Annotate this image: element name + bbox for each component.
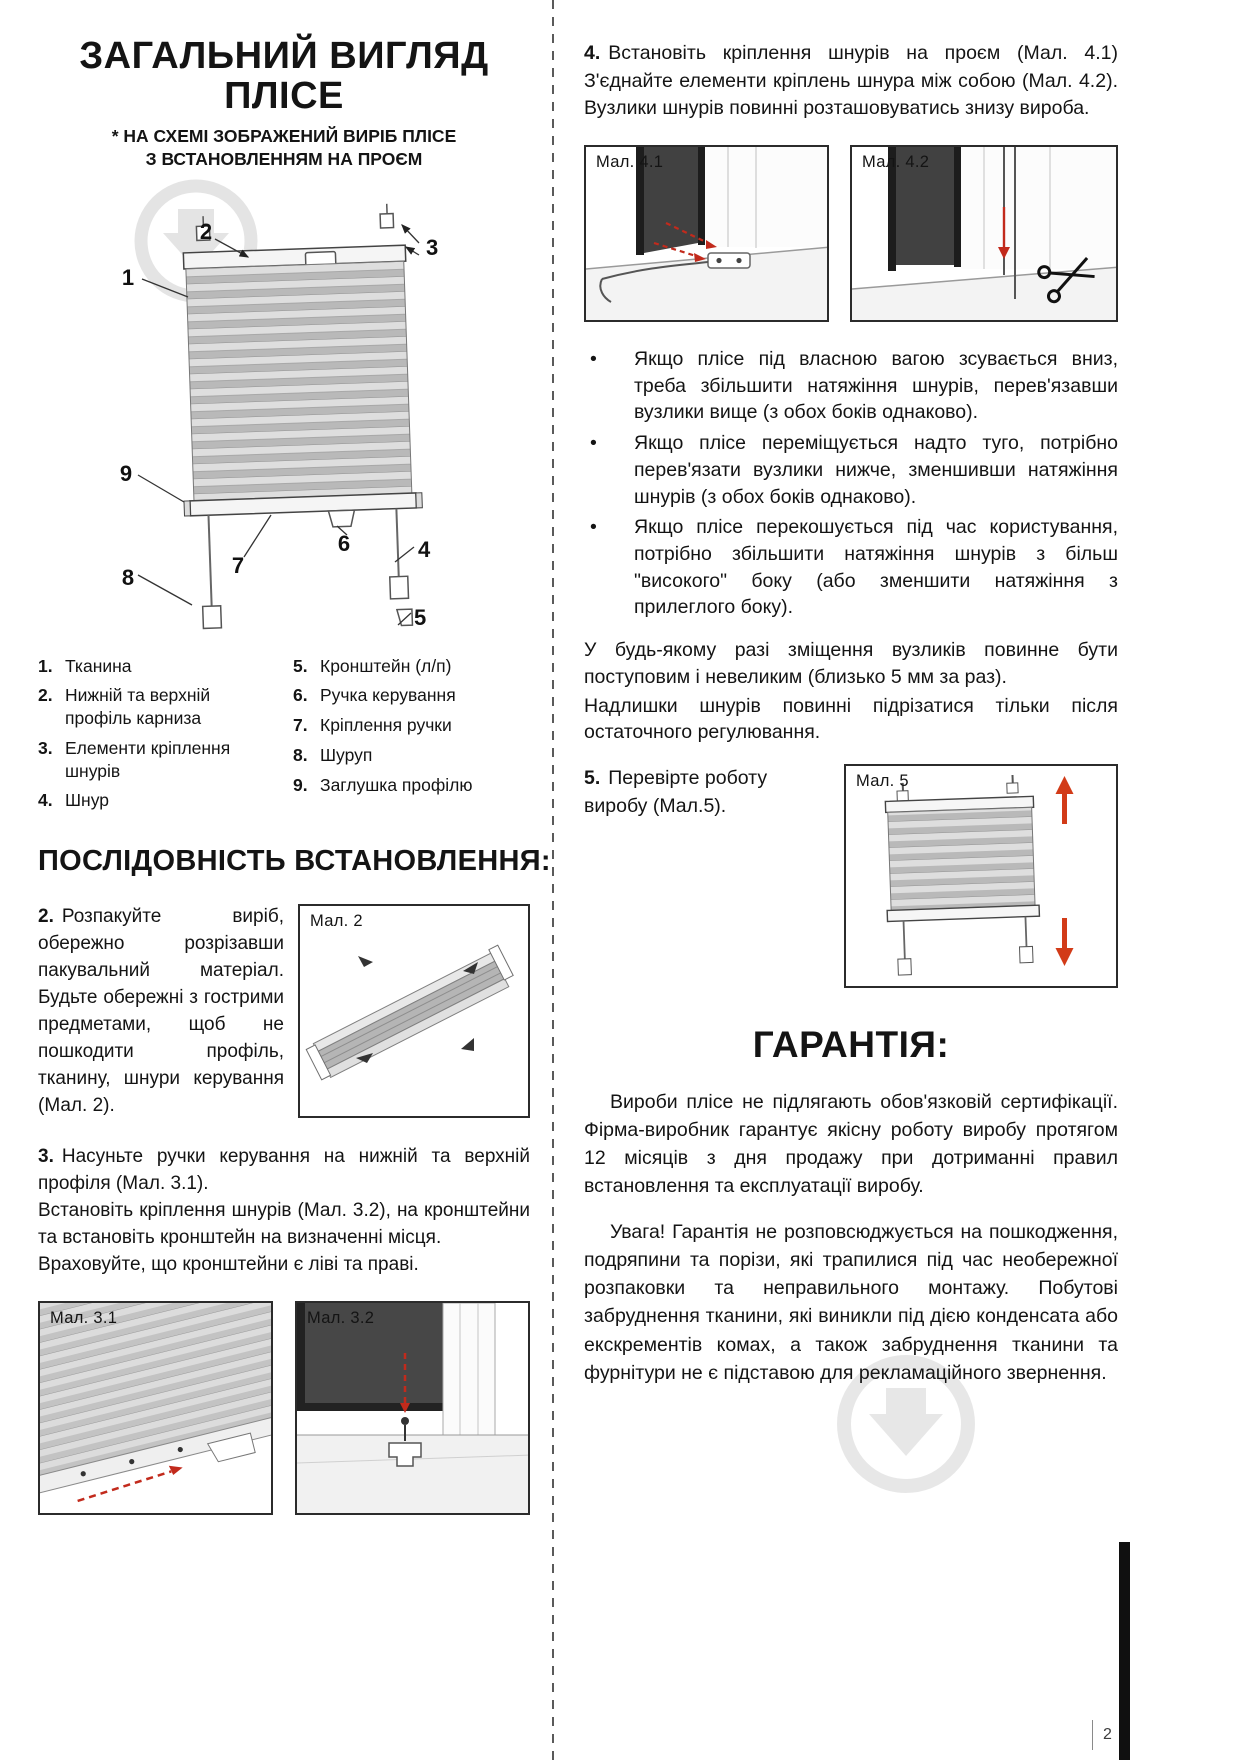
legend-item-number: 2. (38, 685, 53, 706)
right-column (584, 40, 1118, 1387)
unpack-arrow-icon (358, 956, 373, 967)
bullet-item (584, 346, 1118, 426)
figure-3-2-box (295, 1301, 530, 1515)
callout-5: 5 (414, 604, 427, 630)
cord-fastener-shape (708, 253, 750, 268)
figure-4-1-box (584, 145, 829, 322)
callout-7: 7 (231, 552, 245, 578)
callout-1: 1 (121, 264, 135, 290)
legend-item-number: 3. (38, 737, 53, 758)
figure-3-1-box (38, 1301, 273, 1515)
scheme-note (38, 125, 530, 171)
legend-item-text: Кронштейн (л/п) (320, 655, 452, 676)
scheme-note-line-1: * НА СХЕМІ ЗОБРАЖЕНИЙ ВИРІБ ПЛІСЕ (111, 125, 457, 146)
title-line-1: ЗАГАЛЬНИЙ ВИГЛЯД (79, 35, 489, 77)
step5-number: 5. (584, 766, 601, 789)
figure-2-label: Мал. 2 (310, 912, 363, 931)
figure-4-2-label: Мал. 4.2 (862, 153, 930, 172)
bullet-marker: • (590, 348, 597, 371)
figure-4-1-diagram (586, 147, 829, 322)
legend-item-text: Ручка керування (320, 685, 456, 706)
blinds-overview-diagram (38, 175, 530, 649)
left-column (38, 35, 551, 1515)
figure-4-2-diagram (852, 147, 1118, 322)
figure-3-2-label: Мал. 3.2 (307, 1308, 375, 1327)
figure-2-box (298, 904, 530, 1118)
step4-text: Встановіть кріплення шнурів на проєм (Мал. 4.1) З'єднайте елементи кріплень шнура між собою (Мал. 4.2). Вузлики шнурів повинні розташовуватись знизу вироба. (584, 42, 1118, 120)
legend-item-number: 1. (38, 655, 53, 676)
legend-col-2 (293, 655, 530, 820)
bullet-marker: • (590, 432, 597, 455)
step5-section (584, 764, 1118, 988)
legend-item (293, 655, 530, 678)
scheme-note-line-2: З ВСТАНОВЛЕННЯМ НА ПРОЄМ (145, 148, 423, 169)
step3-section (38, 1144, 530, 1279)
callout-2: 2 (199, 218, 213, 244)
legend-item (38, 737, 275, 783)
right-edge-bar (1119, 1542, 1130, 1760)
sequence-heading: ПОСЛІДОВНІСТЬ ВСТАНОВЛЕННЯ: (38, 845, 551, 878)
adjustment-note (584, 637, 1118, 746)
figure-2-diagram (300, 906, 530, 1118)
legend-item (38, 684, 275, 730)
step2-number: 2. (38, 906, 54, 928)
legend-item-number: 6. (293, 685, 308, 706)
legend-item-text: Тканина (65, 655, 132, 676)
bullet-item (584, 430, 1118, 510)
figure-5-label: Мал. 5 (856, 771, 909, 790)
adjustment-bullet-list (584, 346, 1118, 621)
figure-3-1-diagram (40, 1303, 273, 1515)
step2-text: Розпакуйте виріб, обережно розрізавши пакувальний матеріал. Будьте обережні з гострими предметами, щоб не пошкодити профіль, тканину, шнури керування (Мал. 2). (38, 906, 284, 1116)
step5-text: Перевірте роботу виробу (Мал.5). (584, 766, 768, 818)
callout-3: 3 (426, 234, 439, 260)
figure-3-1-label: Мал. 3.1 (50, 1308, 118, 1327)
adjustment-note-2: Надлишки шнурів повинні підрізатися тільки після остаточного регулювання. (584, 694, 1118, 744)
callout-4: 4 (418, 536, 431, 562)
screw-icon (401, 1417, 409, 1425)
warranty-heading: ГАРАНТІЯ: (752, 1023, 950, 1065)
legend-item-text: Елементи кріплення шнурів (65, 737, 231, 781)
step4-number: 4. (584, 42, 601, 64)
legend-item-number: 8. (293, 744, 308, 765)
legend-item (38, 655, 275, 678)
general-view-title (38, 36, 530, 117)
legend-item-text: Шуруп (320, 744, 373, 765)
step3-paragraph-1 (38, 1144, 530, 1198)
bullet-text: Якщо плісе перекошується під час користування, потрібно збільшити натяжіння шнурів з більш "високого" боку (або зменшити натяжіння з прилеглого боку). (634, 516, 1118, 619)
page-number: 2 (1092, 1720, 1112, 1750)
figure-5-diagram (846, 766, 1118, 988)
figures-4-row (584, 145, 1118, 322)
legend-col-1 (38, 655, 275, 820)
parts-legend (38, 655, 530, 820)
bullet-item (584, 514, 1118, 621)
callout-9: 9 (119, 460, 133, 486)
legend-item (293, 774, 530, 797)
step5-paragraph (584, 764, 824, 988)
step3-number: 3. (38, 1145, 54, 1167)
legend-item-number: 5. (293, 655, 308, 676)
legend-item (293, 744, 530, 767)
step4-paragraph (584, 40, 1118, 123)
red-arrow-down-icon (1062, 918, 1067, 950)
pleated-blind-drawing (174, 203, 427, 633)
callout-6: 6 (337, 530, 351, 556)
column-divider (552, 0, 554, 1760)
legend-item-text: Заглушка профілю (320, 774, 473, 795)
unpack-arrow-icon (461, 1038, 474, 1051)
warranty-paragraph-1: Вироби плісе не підлягають обов'язковій сертифікації. Фірма-виробник гарантує якісну роботу виробу протягом 12 місяців з дня продажу при дотриманні правил встановлення та експлуатації виробу. (584, 1090, 1118, 1198)
figures-3-row (38, 1301, 530, 1515)
figure-5-box (844, 764, 1118, 988)
red-arrow-up-icon (1062, 792, 1067, 824)
step3-text-1: Насуньте ручки керування на нижній та верхній профіля (Мал. 3.1). (38, 1145, 530, 1194)
step2-section (38, 904, 530, 1120)
title-line-2: ПЛІСЕ (224, 75, 344, 118)
bullet-text: Якщо плісе переміщується надто туго, потрібно перев'язати вузлики нижче, зменшивши натяжіння шнурів (з обох боків однаково). (634, 432, 1118, 508)
legend-item-number: 7. (293, 715, 308, 736)
bullet-marker: • (590, 516, 597, 539)
warranty-paragraph-2: Увага! Гарантія не розповсюджується на пошкодження, подряпини та порізи, які трапилися під час необережної розпаковки та неправильного монтажу. Побутові забруднення тканини, які виникли під дією конденсата або екскрементів комах, а також забруднення тканини та фурнітури не є підставою для рекламаційного звернення. (584, 1221, 1118, 1384)
step3-paragraph-2: Встановіть кріплення шнурів (Мал. 3.2), на кронштейни та встановіть кронштейн на визначенні місця. (38, 1199, 530, 1248)
adjustment-note-1: У будь-якому разі зміщення вузликів повинне бути поступовим і невеликим (близько 5 мм за раз). (584, 639, 1118, 688)
step2-paragraph (38, 904, 284, 1120)
legend-item-text: Нижній та верхній профіль карниза (65, 685, 211, 729)
legend-item (293, 684, 530, 707)
legend-item-text: Кріплення ручки (320, 715, 452, 736)
figure-4-2-box (850, 145, 1118, 322)
step3-paragraph-3: Враховуйте, що кронштейни є ліві та праві. (38, 1253, 419, 1275)
callout-8: 8 (121, 564, 135, 590)
legend-item (293, 714, 530, 737)
figure-4-1-label: Мал. 4.1 (596, 153, 664, 172)
legend-item-number: 9. (293, 774, 308, 795)
legend-item-number: 4. (38, 790, 53, 811)
legend-item-text: Шнур (65, 790, 109, 811)
legend-item (38, 789, 275, 812)
figure-3-2-diagram (297, 1303, 530, 1515)
bullet-text: Якщо плісе під власною вагою зсувається вниз, треба збільшити натяжіння шнурів, перев'язавши вузлики вище (з обох боків однаково). (634, 348, 1118, 424)
